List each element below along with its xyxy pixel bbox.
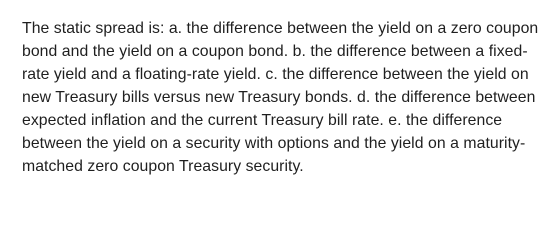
question-text: The static spread is: a. the difference between the yield on a zero coupon bond and the yield on a coupon bond. b. the difference between a fixed-rate yield and a floating-rate yield. c. the difference between the yield on new Treasury bills versus new Treasury bonds. d. the difference between expected inflation and the current Treasury bill rate. e. the difference between the yield on a security with options and the yield on a maturity-matched zero coupon Treasury security. <box>22 20 539 175</box>
